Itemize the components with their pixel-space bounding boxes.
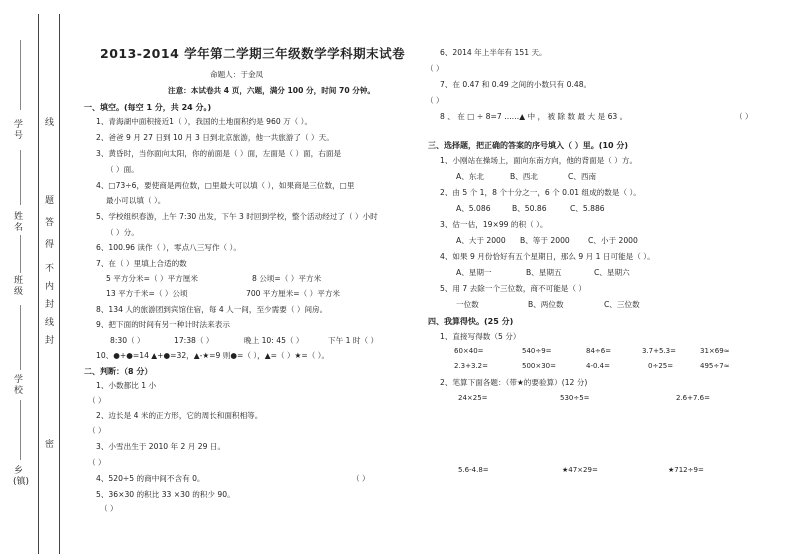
written-calc: 5.6-4.8=: [458, 466, 489, 474]
option: B、西北: [510, 172, 538, 181]
binding-line-inner: [59, 14, 60, 554]
question-line: 5、学校组织春游，上午 7:30 出发，下午 3 时回到学校，整个活动经过了（ ）小时: [96, 212, 378, 221]
question-line: 13 平方千米=（ ）公顷: [106, 289, 188, 298]
question-line: 下午 1 时（ ）: [328, 336, 379, 345]
binding-label-town: 乡(镇): [13, 466, 30, 487]
answer-blank: （ ）: [735, 112, 753, 121]
written-calc: ★47×29=: [562, 466, 598, 474]
option: C、5.886: [570, 204, 605, 213]
question-line: 5 平方分米=（ ）平方厘米: [106, 274, 198, 283]
option: C、星期六: [594, 268, 630, 277]
seal-char: 线: [44, 318, 54, 328]
question-line: 7、在 0.47 和 0.49 之间的小数只有 0.48。: [440, 80, 592, 89]
option: B、50.86: [512, 204, 547, 213]
seal-char: 内: [44, 282, 54, 292]
question-line: 2、由 5 个 1，8 个十分之一，6 个 0.01 组成的数是（ ）。: [440, 188, 641, 197]
question-line: 2、爸爸 9 月 27 日到 10 月 3 日到北京旅游，他一共旅游了（ ）天。: [96, 133, 334, 142]
direct-calc: 3.7+5.3=: [642, 347, 676, 355]
question-line: 8 公顷=（ ）平方米: [252, 274, 322, 283]
answer-blank: （ ）: [100, 504, 118, 513]
direct-calc: 540÷9=: [522, 347, 552, 355]
seal-char: 封: [44, 300, 54, 310]
seal-char: 得: [44, 240, 54, 250]
fill-line-town: [20, 400, 21, 460]
binding-line-outer: [38, 14, 39, 554]
seal-char: 题: [44, 196, 54, 206]
question-line: 1、小数都比 1 小: [96, 381, 157, 390]
option: A、星期一: [456, 268, 492, 277]
seal-char: 不: [44, 264, 54, 274]
written-calc: ★712÷9=: [668, 466, 704, 474]
written-calc: 24×25=: [458, 394, 488, 402]
section-title: 三、选择题，把正确的答案的序号填入（ ）里。(10 分): [428, 141, 629, 150]
direct-calc: 4-0.4=: [586, 362, 610, 370]
answer-blank: （ ）: [426, 96, 444, 105]
question-line: 4、□73÷6，要使商是两位数，□里最大可以填（ ），如果商是三位数，□里: [96, 181, 355, 190]
binding-label-name: 姓名: [13, 212, 23, 233]
direct-calc: 495÷7≈: [700, 362, 730, 370]
question-line: 9、把下面的时间有另一种计时法来表示: [96, 320, 230, 329]
author-line: 命题人：于金凤: [210, 70, 264, 79]
direct-calc: 500×30=: [522, 362, 556, 370]
question-line: 4、如果 9 月份恰好有五个星期日，那么 9 月 1 日可能是（ ）。: [440, 252, 655, 261]
option: C、小于 2000: [588, 236, 638, 245]
question-line: 17:38（ ）: [174, 336, 214, 345]
binding-label-class: 班级: [13, 276, 23, 297]
question-line: 晚上 10: 45（ ）: [244, 336, 304, 345]
page-title: 2013-2014 学年第二学期三年级数学学科期末试卷: [100, 46, 406, 61]
option: A、大于 2000: [456, 236, 506, 245]
option: 一位数: [456, 300, 479, 309]
option: B、等于 2000: [520, 236, 570, 245]
answer-blank: （ ）: [352, 474, 370, 483]
seal-char: 答: [44, 218, 54, 228]
question-line: 8:30（ ）: [110, 336, 145, 345]
option: A、5.086: [456, 204, 491, 213]
question-line: 700 平方厘米=（ ）平方米: [246, 289, 341, 298]
fill-line-class: [20, 235, 21, 273]
notice-line: 注意：本试卷共 4 页，六题，满分 100 分，时间 70 分钟。: [168, 86, 376, 95]
answer-blank: （ ）: [88, 396, 106, 405]
section-title: 四、我算得快。(25 分): [428, 317, 514, 326]
seal-char: 密: [44, 440, 54, 450]
answer-blank: （ ）: [426, 64, 444, 73]
binding-label-school: 学校: [13, 375, 23, 396]
direct-calc: 31×69≈: [700, 347, 730, 355]
question-line: 4、520÷5 的商中间不含有 0。: [96, 474, 205, 483]
question-line: （ ）分。: [106, 228, 139, 237]
question-line: 8、134 人的旅游团到宾馆住宿，每 4 人一间，至少需要（ ）间房。: [96, 305, 328, 314]
question-line: 8 、 在 □ ÷ 8=7 ……▲ 中 ， 被 除 数 最 大 是 63 。: [440, 112, 628, 121]
question-line: 1、青海湖中面积接近1（ ），我国的土地面积约是 960 万（ ）。: [96, 117, 313, 126]
question-line: 最小可以填（ ）。: [106, 196, 166, 205]
question-line: 5、36×30 的积比 33 ×30 的积少 90。: [96, 490, 235, 499]
written-calc: 2.6+7.6=: [676, 394, 710, 402]
question-line: 6、100.96 读作（ ），零点八三写作（ ）。: [96, 243, 241, 252]
direct-calc: 60×40=: [454, 347, 484, 355]
option: A、东北: [456, 172, 484, 181]
question-line: 7、在（ ）里填上合适的数: [96, 259, 187, 268]
direct-calc: 2.3+3.2=: [454, 362, 488, 370]
binding-label-student-id: 学号: [13, 120, 23, 141]
subsection-title: 2、笔算下面各题：（带★的要验算）(12 分): [440, 378, 588, 387]
section-title: 二、判断：（8 分）: [84, 367, 153, 376]
fill-line-student-id: [20, 40, 21, 110]
written-calc: 530÷5=: [560, 394, 590, 402]
answer-blank: （ ）: [88, 426, 106, 435]
seal-char: 封: [44, 336, 54, 346]
answer-blank: （ ）: [88, 458, 106, 467]
question-line: 10、●+●=14 ▲+●=32，▲-★=9 则●=（ ），▲=（ ）★=（ ）。: [96, 351, 330, 360]
seal-char: 线: [44, 118, 54, 128]
question-line: 2、边长是 4 米的正方形，它的周长和面积相等。: [96, 411, 263, 420]
question-line: 3、估一估，19×99 的积（ ）。: [440, 220, 548, 229]
fill-line-school: [20, 305, 21, 370]
option: C、西南: [568, 172, 597, 181]
direct-calc: 0÷25=: [648, 362, 674, 370]
subsection-title: 1、直接写得数（5 分）: [440, 332, 521, 341]
option: B、星期五: [526, 268, 562, 277]
fill-line-name: [20, 150, 21, 205]
question-line: 1、小刚站在操场上，面向东南方向，他的背面是（ ）方。: [440, 156, 638, 165]
option: B、两位数: [528, 300, 564, 309]
option: C、三位数: [604, 300, 640, 309]
question-line: 3、小雪出生于 2010 年 2 月 29 日。: [96, 442, 226, 451]
question-line: 3、黄昏时，当你面向太阳，你的前面是（ ）面，左面是（ ）面，右面是: [96, 149, 342, 158]
section-title: 一、填空。(每空 1 分，共 24 分。): [84, 103, 212, 112]
question-line: （ ）面。: [106, 165, 139, 174]
direct-calc: 84÷6=: [586, 347, 612, 355]
question-line: 6、2014 年上半年有 151 天。: [440, 48, 547, 57]
question-line: 5、用 7 去除一个三位数，商不可能是（ ）: [440, 284, 586, 293]
